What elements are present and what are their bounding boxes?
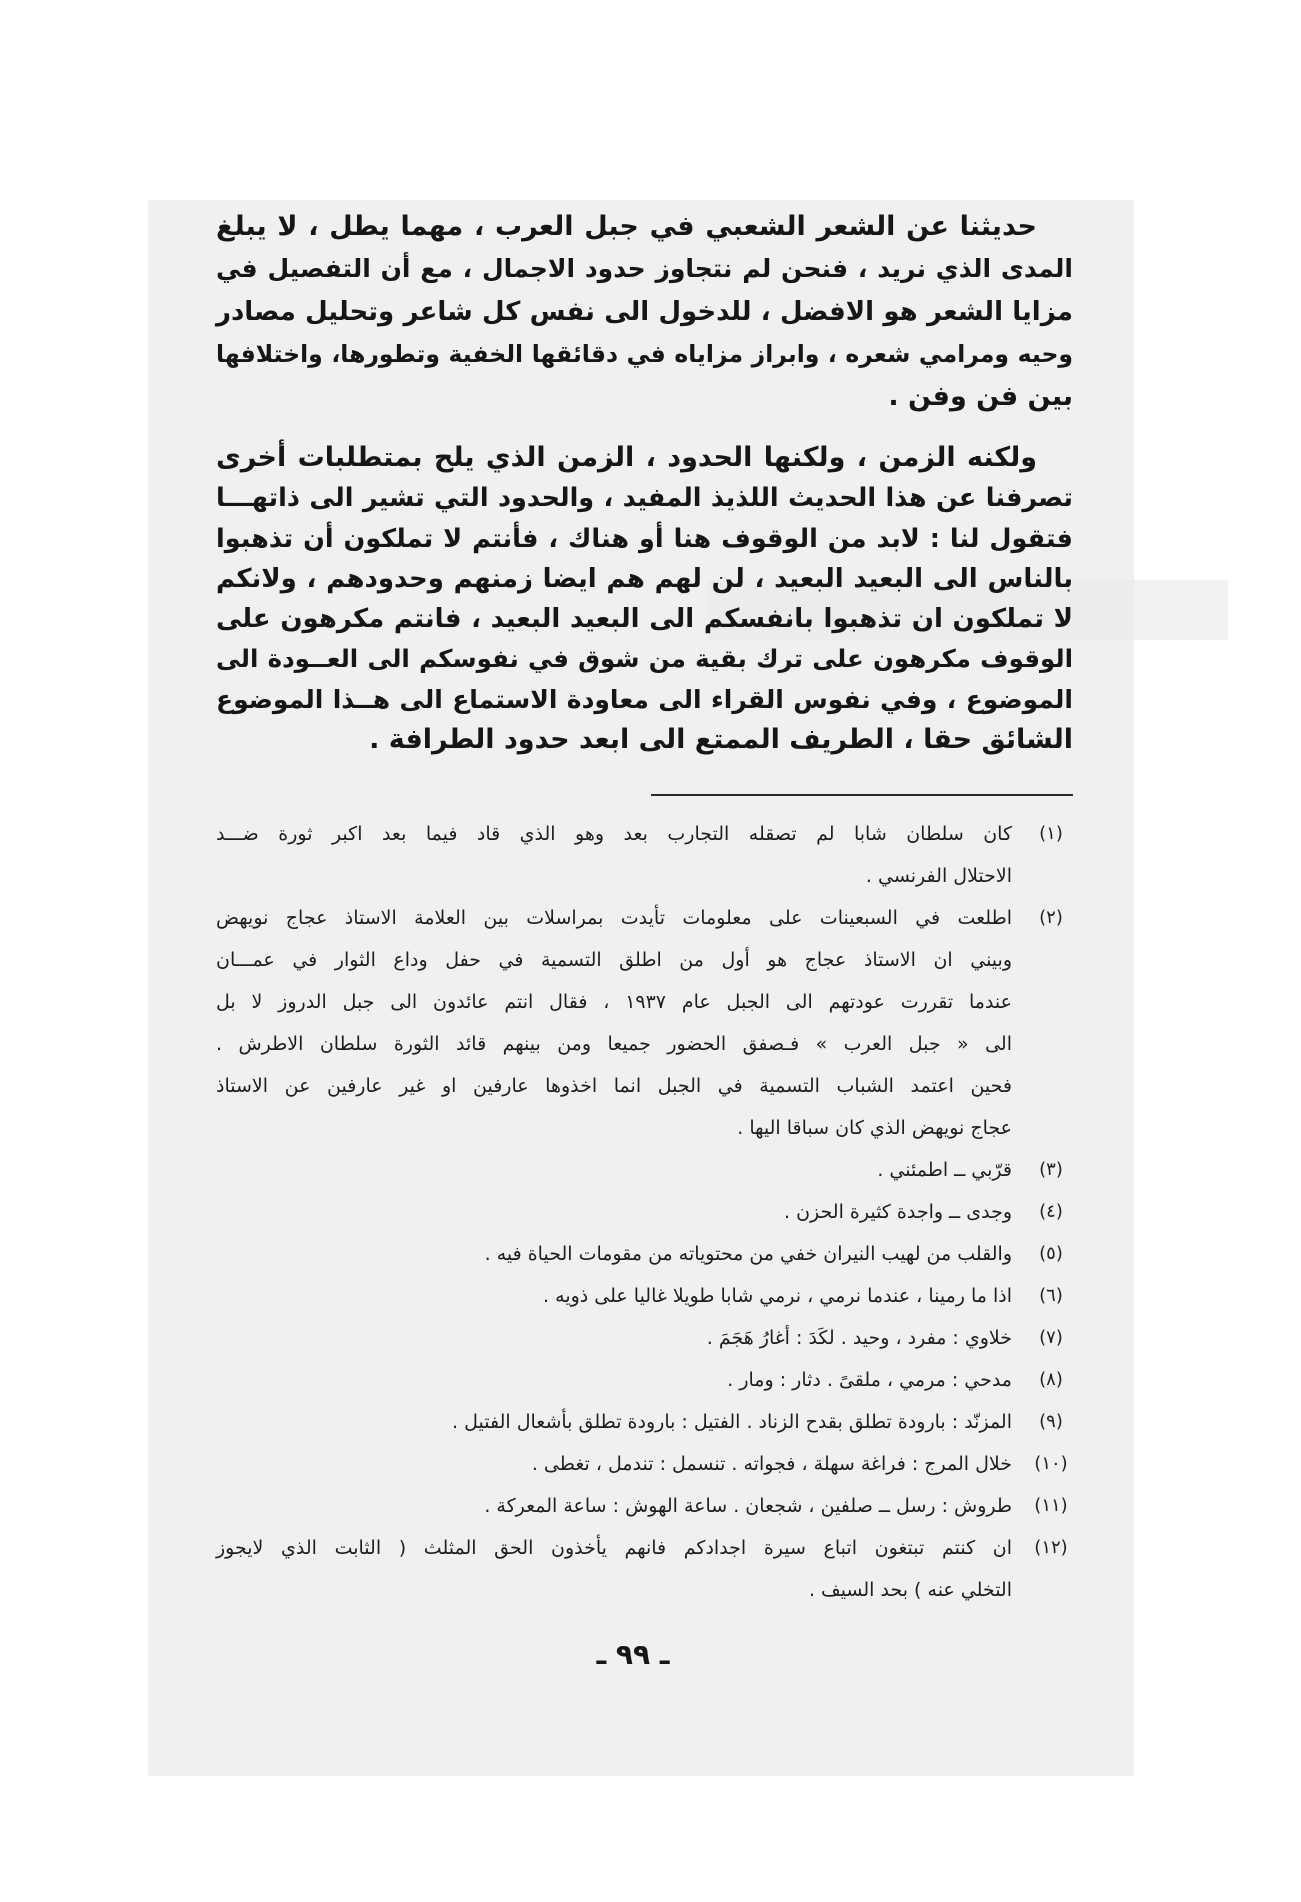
- footnote-number: (١٢): [1034, 1537, 1068, 1558]
- body-line: حديثنا عن الشعر الشعبي في جبل العرب ، مهما يطل ، لا يبلغ: [216, 211, 1037, 242]
- footnote-6: [216, 1275, 1073, 1317]
- body-line: لا تملكون ان تذهبوا بانفسكم الى البعيد البعيد ، فانتم مكرهون على: [216, 604, 1073, 635]
- footnote-text: [216, 1191, 1012, 1233]
- body-line: الموضوع ، وفي نفوس القراء الى معاودة الاستماع الى هــذا الموضوع: [216, 684, 1073, 714]
- body-line: بين فن وفن .: [888, 380, 1073, 412]
- body-line: الشائق حقا ، الطريف الممتع الى ابعد حدود الطرافة .: [369, 724, 1073, 756]
- footnote-5: [216, 1233, 1073, 1275]
- footnote-text: [216, 1443, 1012, 1485]
- body-line: ولكنه الزمن ، ولكنها الحدود ، الزمن الذي يلح بمتطلبات أخرى: [216, 442, 1037, 473]
- footnote-9: [216, 1401, 1073, 1443]
- footnote-number: (٢): [1039, 907, 1063, 928]
- footnote-number: (١١): [1034, 1495, 1068, 1516]
- footnote-1: [216, 813, 1073, 897]
- footnote-text: [216, 813, 1012, 897]
- footnote-11: [216, 1485, 1073, 1527]
- footnote-number: (٩): [1039, 1411, 1063, 1432]
- footnote-number: (١): [1039, 823, 1063, 844]
- footnote-number: (٥): [1039, 1243, 1063, 1264]
- footnote-text: [216, 1527, 1012, 1611]
- footnote-line: خلاوي : مفرد ، وحيد . لكَدَ : أغارُ هَجَمَ .: [706, 1327, 1012, 1349]
- body-line: مزايا الشعر هو الافضل ، للدخول الى نفس كل شاعر وتحليل مصادر: [216, 296, 1073, 327]
- footnote-number: (٣): [1039, 1159, 1063, 1180]
- footnote-line: التخلي عنه ) بحد السيف .: [808, 1579, 1012, 1601]
- footnote-line: مدحي : مرمي ، ملقىً . دثار : ومار .: [727, 1369, 1012, 1391]
- footnote-text: [216, 1275, 1012, 1317]
- footnote-number: (٦): [1039, 1285, 1063, 1306]
- footnote-line: وجدى ــ واجدة كثيرة الحزن .: [784, 1201, 1012, 1223]
- footnote-line: الاحتلال الفرنسي .: [865, 865, 1012, 887]
- footnote-text: [216, 1401, 1012, 1443]
- footnote-7: [216, 1317, 1073, 1359]
- footnote-10: [216, 1443, 1073, 1485]
- footnote-text: [216, 1233, 1012, 1275]
- footnote-4: [216, 1191, 1073, 1233]
- footnote-12: [216, 1527, 1073, 1611]
- footnote-line: الى « جبل العرب » فـصفق الحضور جميعا ومن بينهم قائد الثورة سلطان الاطرش .: [216, 1033, 1012, 1055]
- footnote-2: [216, 897, 1073, 1149]
- footnote-line: خلال المرج : فراغة سهلة ، فجواته . تنسمل : تندمل ، تغطى .: [531, 1453, 1012, 1475]
- footnote-line: قرّبي ــ اطمئني .: [877, 1159, 1012, 1181]
- body-line: تصرفنا عن هذا الحديث اللذيذ المفيد ، والحدود التي تشير الى ذاتهـــا: [216, 483, 1073, 514]
- footnote-line: وبيني ان الاستاذ عجاج هو أول من اطلق التسمية في حفل وداع الثوار في عمـــان: [216, 949, 1012, 971]
- footnote-separator: [651, 794, 1073, 796]
- body-paragraph-1: [216, 206, 1073, 418]
- footnote-line: فحين اعتمد الشباب التسمية في الجبل انما اخذوها عارفين او غير عارفين عن الاستاذ: [216, 1075, 1012, 1097]
- footnote-number: (٨): [1039, 1369, 1063, 1390]
- footnote-line: كان سلطان شابا لم تصقله التجارب بعد وهو الذي قاد فيما بعد اكبر ثورة ضـــد: [216, 823, 1012, 845]
- body-line: بالناس الى البعيد البعيد ، لن لهم هم ايضا زمنهم وحدودهم ، ولانكم: [216, 563, 1073, 594]
- footnote-text: [216, 897, 1012, 1149]
- footnote-text: [216, 1317, 1012, 1359]
- body-line: فتقول لنا : لابد من الوقوف هنا أو هناك ، فأنتم لا تملكون أن تذهبوا: [216, 523, 1073, 554]
- body-line: الوقوف مكرهون على ترك بقية من شوق في نفوسكم الى العــودة الى: [216, 644, 1073, 674]
- footnote-line: اطلعت في السبعينات على معلومات تأيدت بمراسلات بين العلامة الاستاذ عجاج نويهض: [216, 907, 1012, 929]
- footnote-number: (٧): [1039, 1327, 1063, 1348]
- footnote-line: ان كنتم تبتغون اتباع سيرة اجدادكم فانهم يأخذون الحق المثلث ( الثابت الذي لايجوز: [216, 1537, 1012, 1559]
- footnote-number: (٤): [1039, 1201, 1063, 1222]
- footnote-line: والقلب من لهيب النيران خفي من محتوياته من مقومات الحياة فيه .: [484, 1243, 1012, 1265]
- footnotes: [216, 813, 1073, 1611]
- body-line: وحيه ومرامي شعره ، وابراز مزاياه في دقائقها الخفية وتطورها، واختلافها: [216, 340, 1073, 369]
- footnote-number: (١٠): [1034, 1453, 1068, 1474]
- footnote-text: [216, 1149, 1012, 1191]
- footnote-text: [216, 1359, 1012, 1401]
- body-paragraph-2: [216, 438, 1073, 760]
- footnote-3: [216, 1149, 1073, 1191]
- footnote-8: [216, 1359, 1073, 1401]
- footnote-line: عجاج نويهض الذي كان سباقا اليها .: [737, 1117, 1012, 1139]
- footnote-line: المزنّد : بارودة تطلق بقدح الزناد . الفتيل : بارودة تطلق بأشعال الفتيل .: [452, 1411, 1012, 1433]
- page-number: ـ ٩٩ ـ: [596, 1638, 670, 1671]
- footnote-line: عندما تقررت عودتهم الى الجبل عام ١٩٣٧ ، فقال انتم عائدون الى جبل الدروز لا بل: [216, 991, 1012, 1013]
- footnote-line: طروش : رسل ــ صلفين ، شجعان . ساعة الهوش : ساعة المعركة .: [484, 1495, 1012, 1517]
- footnote-line: اذا ما رمينا ، عندما نرمي ، نرمي شابا طويلا غاليا على ذويه .: [543, 1285, 1012, 1307]
- body-line: المدى الذي نريد ، فنحن لم نتجاوز حدود الاجمال ، مع أن التفصيل في: [216, 254, 1073, 284]
- footnote-text: [216, 1485, 1012, 1527]
